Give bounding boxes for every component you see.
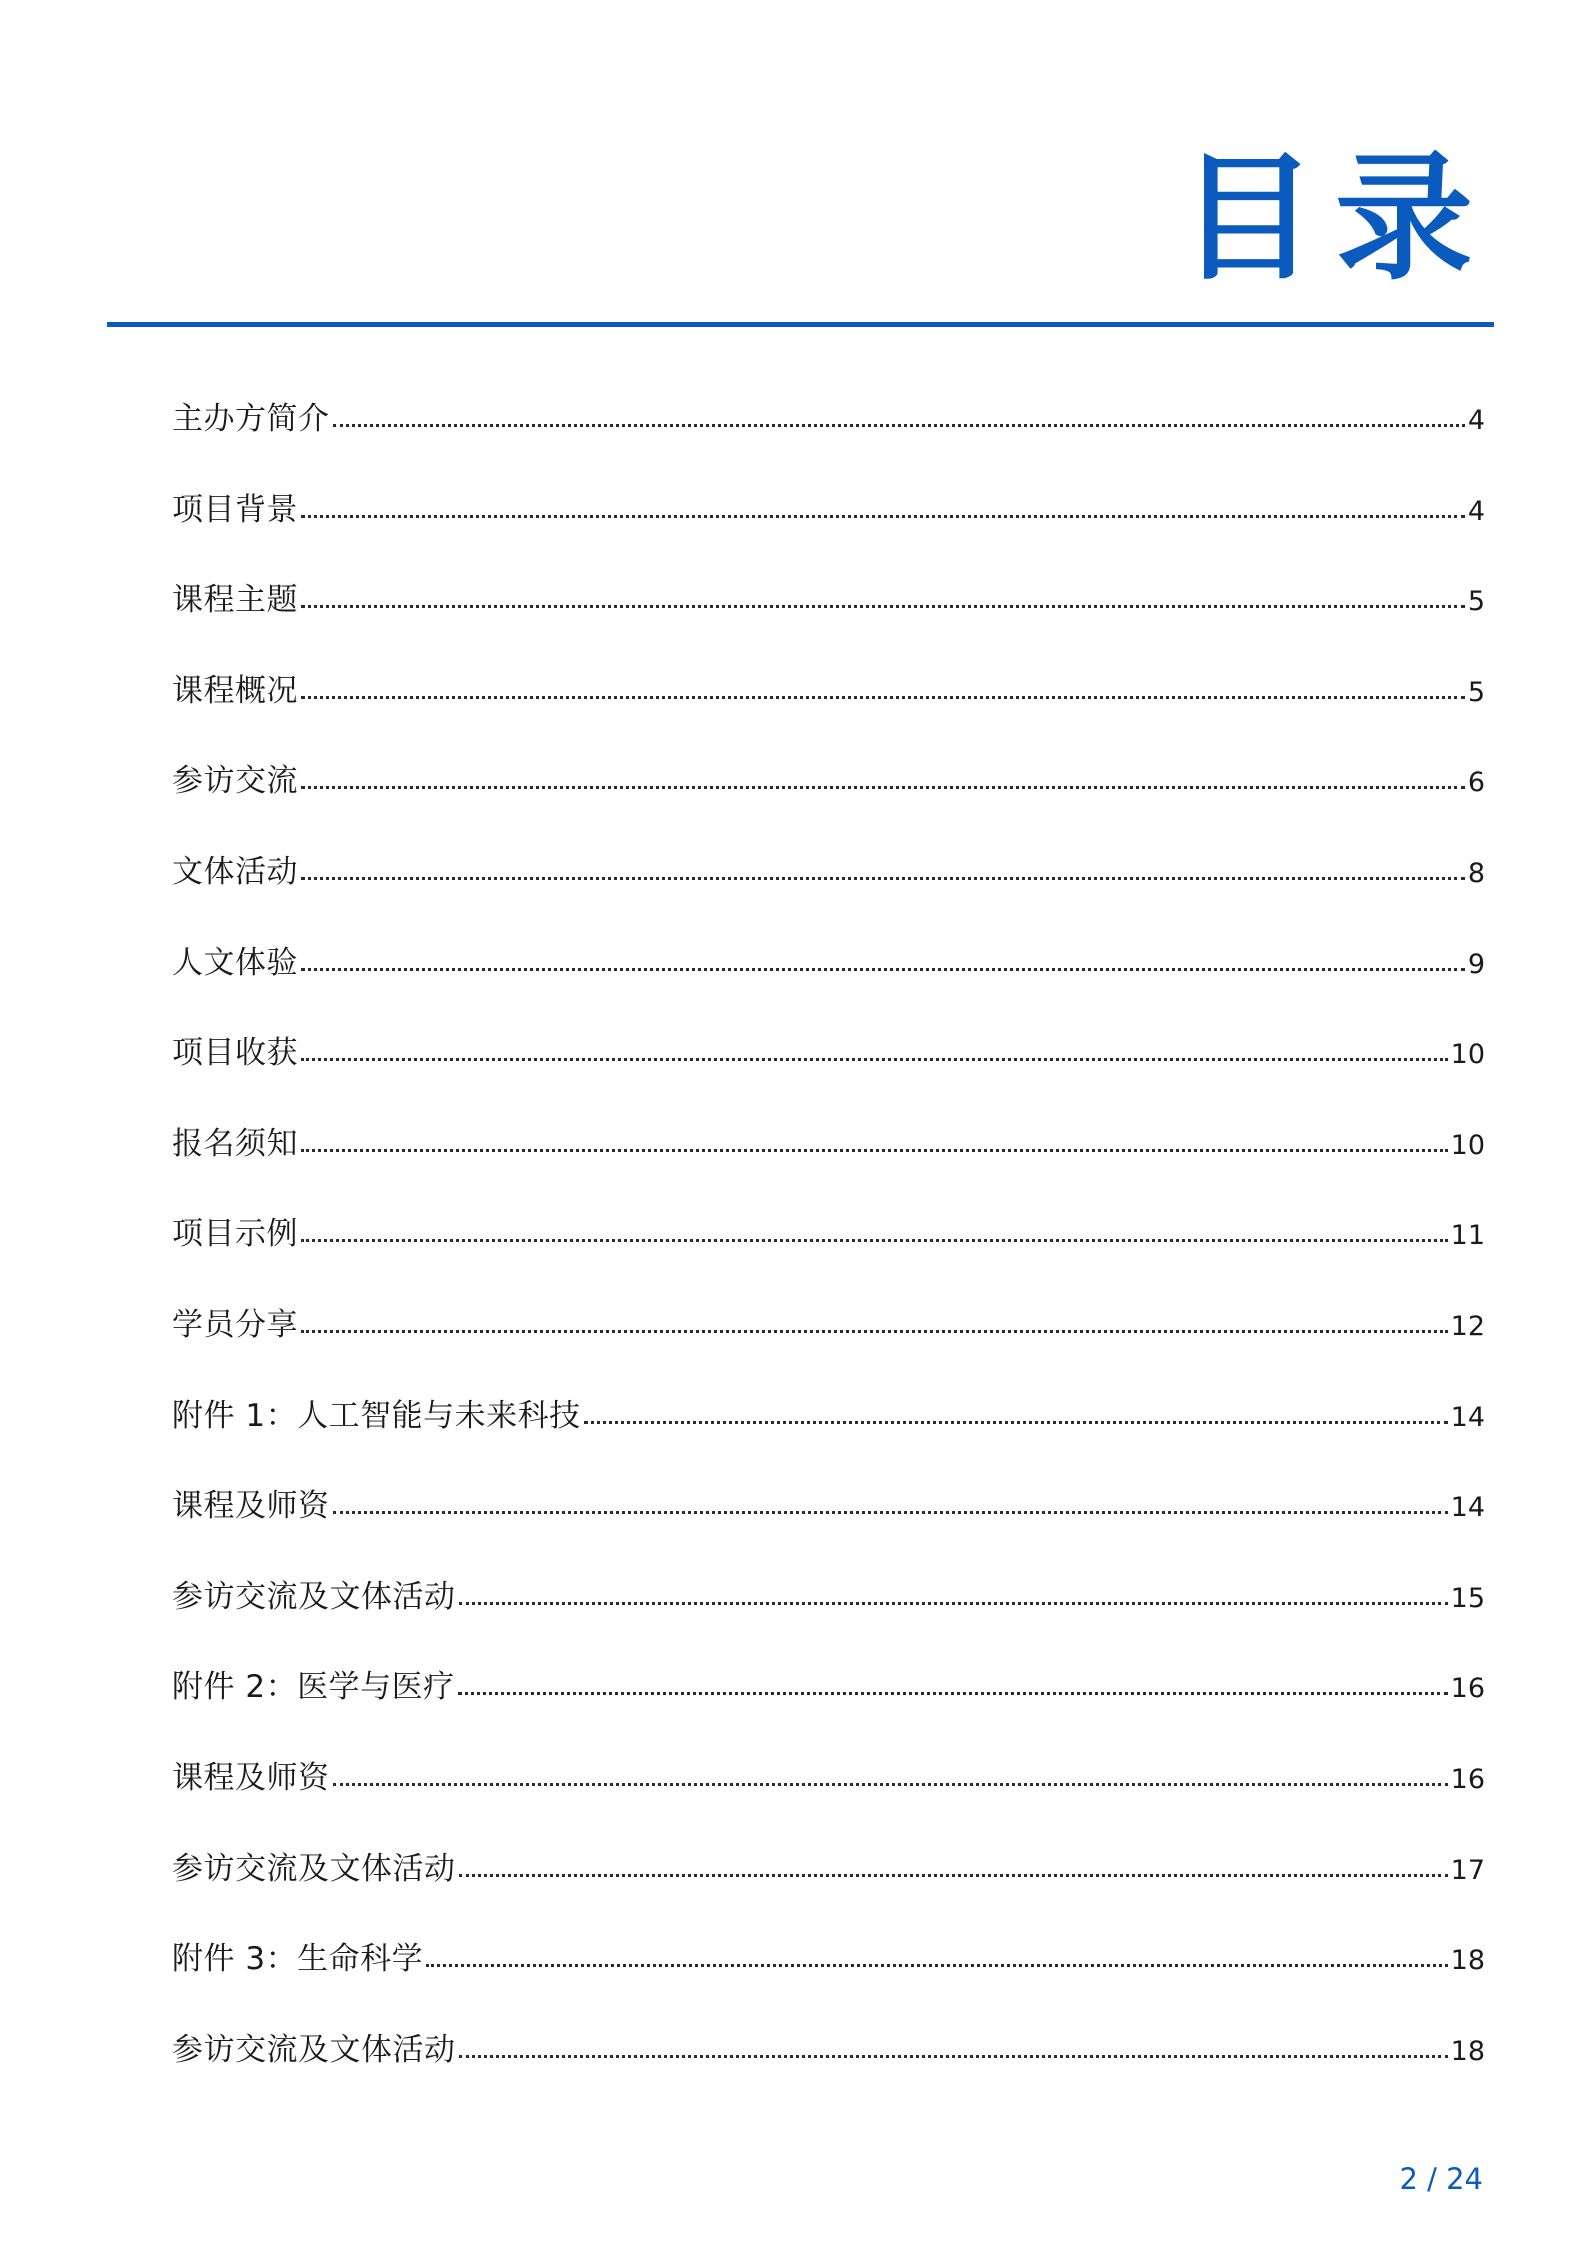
toc-entry-label: 附件 2：医学与医疗 <box>172 1669 455 1706</box>
toc-dot-leader <box>301 1149 1448 1152</box>
toc-entry[interactable] <box>172 582 1485 676</box>
toc-entry-page: 4 <box>1467 495 1485 527</box>
toc-dot-leader <box>301 1239 1448 1242</box>
toc-dot-leader <box>333 424 1465 427</box>
toc-entry-label: 参访交流 <box>172 763 298 800</box>
table-of-contents <box>172 401 1485 2125</box>
toc-entry[interactable] <box>172 1488 1485 1582</box>
toc-entry-label: 项目示例 <box>172 1216 298 1253</box>
toc-entry-page: 17 <box>1450 1854 1485 1886</box>
toc-entry-label: 参访交流及文体活动 <box>172 1850 456 1887</box>
toc-entry-page: 10 <box>1450 1039 1485 1071</box>
toc-entry-page: 8 <box>1467 857 1485 889</box>
toc-entry-label: 参访交流及文体活动 <box>172 1578 456 1615</box>
toc-dot-leader <box>459 1874 1448 1877</box>
toc-entry[interactable] <box>172 944 1485 1039</box>
page-number: 2 / 24 <box>1399 2162 1483 2196</box>
toc-entry[interactable] <box>172 1035 1485 1129</box>
toc-entry-page: 16 <box>1450 1763 1485 1795</box>
toc-entry[interactable] <box>172 1759 1485 1854</box>
toc-dot-leader <box>584 1421 1448 1424</box>
toc-dot-leader <box>333 1783 1448 1786</box>
toc-dot-leader <box>301 786 1465 789</box>
toc-entry-label: 课程主题 <box>172 582 298 619</box>
toc-entry-label: 报名须知 <box>172 1125 298 1162</box>
toc-entry-page: 10 <box>1450 1129 1485 1161</box>
toc-entry[interactable] <box>172 401 1485 495</box>
toc-dot-leader <box>426 1964 1448 1967</box>
toc-entry-page: 5 <box>1467 586 1485 618</box>
toc-entry-page: 11 <box>1450 1220 1485 1252</box>
title-divider <box>107 322 1494 327</box>
toc-entry-page: 15 <box>1450 1582 1485 1614</box>
toc-entry[interactable] <box>172 1125 1485 1220</box>
toc-dot-leader <box>301 696 1465 699</box>
toc-dot-leader <box>458 1692 1448 1695</box>
toc-entry[interactable] <box>172 1216 1485 1310</box>
toc-entry-label: 参访交流及文体活动 <box>172 2031 456 2068</box>
toc-entry-page: 14 <box>1450 1492 1485 1524</box>
toc-entry-label: 附件 1：人工智能与未来科技 <box>172 1397 581 1434</box>
toc-entry[interactable] <box>172 1669 1485 1763</box>
toc-entry-page: 6 <box>1467 767 1485 799</box>
toc-dot-leader <box>333 1511 1448 1514</box>
toc-entry-label: 学员分享 <box>172 1306 298 1343</box>
toc-dot-leader <box>301 1058 1448 1061</box>
toc-entry-label: 项目背景 <box>172 491 298 528</box>
toc-entry[interactable] <box>172 2031 1485 2126</box>
page-title: 目录 <box>1178 138 1491 299</box>
toc-dot-leader <box>301 605 1465 608</box>
toc-entry-label: 课程及师资 <box>172 1759 330 1796</box>
toc-entry-label: 附件 3：生命科学 <box>172 1941 424 1978</box>
toc-entry-page: 12 <box>1450 1310 1485 1342</box>
toc-dot-leader <box>301 1330 1448 1333</box>
toc-entry-page: 18 <box>1450 1945 1485 1977</box>
toc-entry[interactable] <box>172 763 1485 857</box>
toc-entry-label: 主办方简介 <box>172 401 330 437</box>
toc-entry-page: 18 <box>1450 2035 1485 2067</box>
toc-entry[interactable] <box>172 853 1485 948</box>
toc-entry[interactable] <box>172 1306 1485 1401</box>
toc-dot-leader <box>459 1602 1448 1605</box>
toc-entry-label: 文体活动 <box>172 853 298 890</box>
toc-entry[interactable] <box>172 1941 1485 2035</box>
toc-entry-label: 课程及师资 <box>172 1488 330 1525</box>
toc-entry[interactable] <box>172 1850 1485 1945</box>
toc-entry[interactable] <box>172 672 1485 767</box>
toc-dot-leader <box>459 2055 1448 2058</box>
toc-dot-leader <box>301 968 1465 971</box>
toc-entry-page: 14 <box>1450 1401 1485 1433</box>
toc-entry[interactable] <box>172 1578 1485 1673</box>
toc-entry[interactable] <box>172 1397 1485 1492</box>
toc-entry-label: 人文体验 <box>172 944 298 981</box>
toc-entry-label: 课程概况 <box>172 672 298 709</box>
toc-entry-page: 4 <box>1467 405 1485 436</box>
toc-dot-leader <box>301 877 1465 880</box>
toc-entry-page: 5 <box>1467 676 1485 708</box>
toc-dot-leader <box>301 515 1465 518</box>
toc-entry-page: 9 <box>1467 948 1485 980</box>
toc-entry[interactable] <box>172 491 1485 586</box>
toc-entry-page: 16 <box>1450 1673 1485 1705</box>
toc-entry-label: 项目收获 <box>172 1035 298 1072</box>
